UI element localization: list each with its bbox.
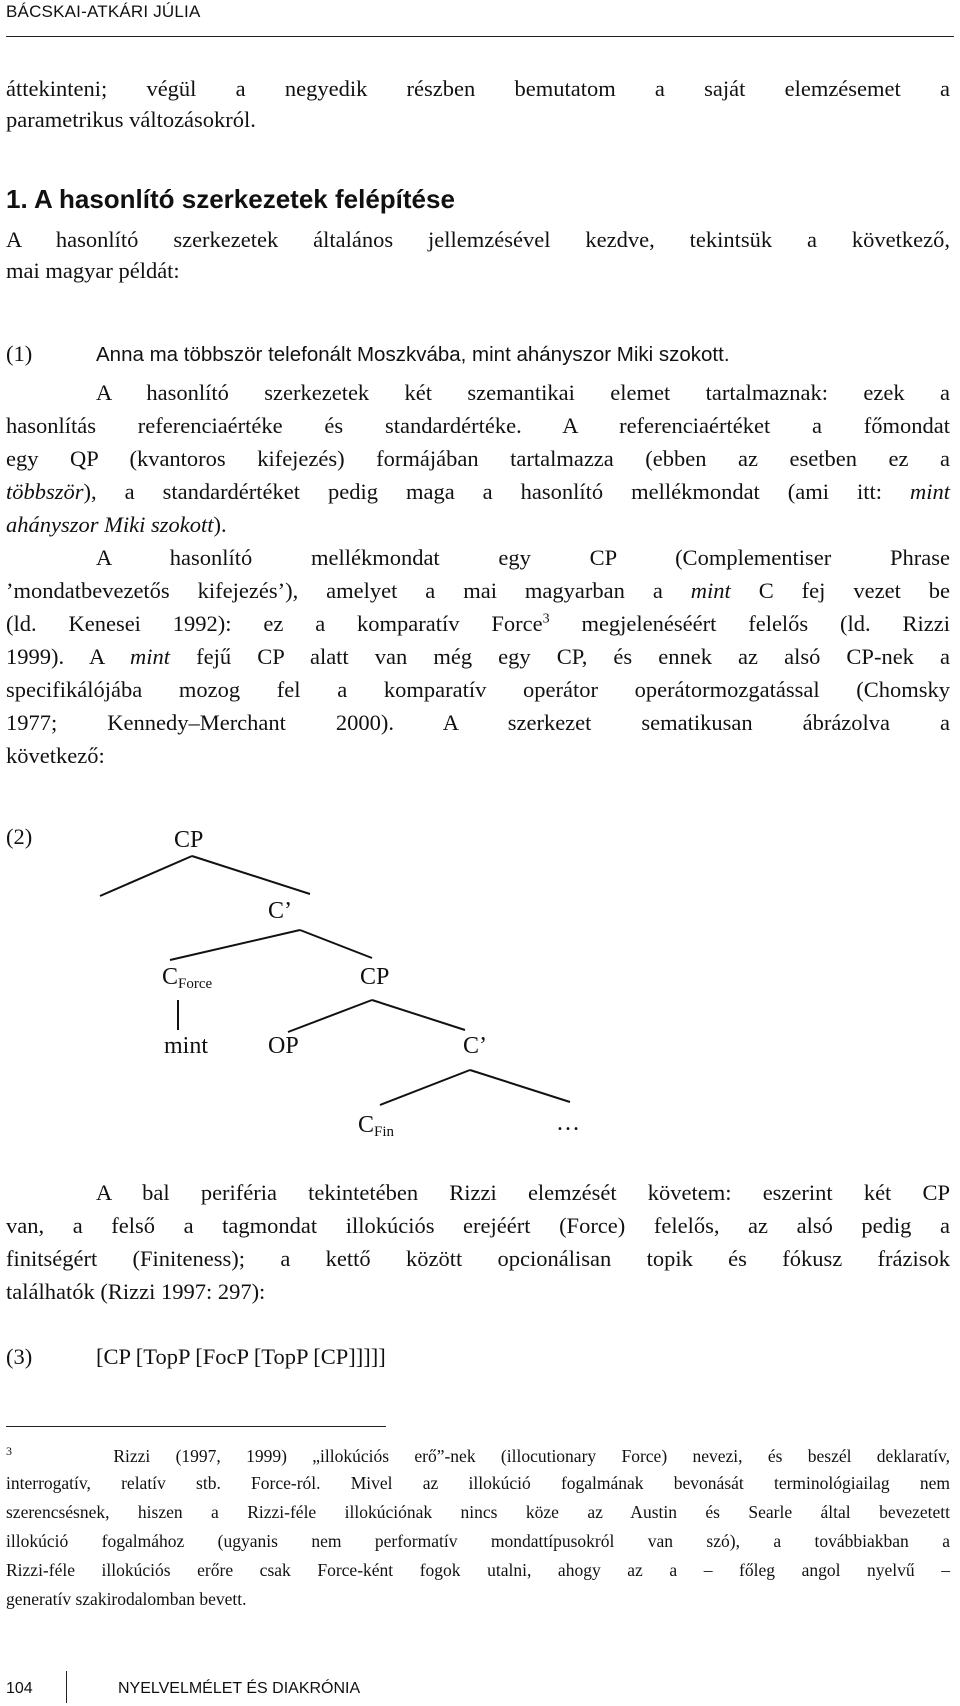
example-1-number: (1) bbox=[6, 341, 33, 366]
tree-node-c-bar-top: C’ bbox=[268, 898, 292, 924]
para3-line-2-a: ’mondatbevezetős kifejezés’), amelyet a mai magyarban a bbox=[6, 578, 691, 603]
para2-line-3: egy QP (kvantoros kifejezés) formájában tartalmazza (ebben az esetben ez a bbox=[6, 446, 950, 471]
footer-divider bbox=[66, 1671, 67, 1703]
para4-line-1: A bal periféria tekintetében Rizzi elemzését követem: eszerint két CP bbox=[96, 1180, 950, 1205]
para4-line-4: találhatók (Rizzi 1997: 297): bbox=[6, 1279, 266, 1304]
para3-line-4-a: 1999). A bbox=[6, 644, 131, 669]
footnote-line-3: szerencsésnek, hiszen a Rizzi-féle illokúciónak nincs köze az Austin és Searle által bevezetett bbox=[6, 1502, 950, 1522]
tree-node-c-fin bbox=[358, 1112, 394, 1141]
para2-line-2: hasonlítás referenciaértéke és standardértéke. A referenciaértéket a főmondat bbox=[6, 413, 950, 438]
example-1-text: Anna ma többször telefonált Moszkvába, mint ahányszor Miki szokott. bbox=[96, 343, 730, 366]
section-heading: 1. A hasonlító szerkezetek felépítése bbox=[6, 184, 455, 214]
para4-line-3: finitségért (Finiteness); a kettő között opcionálisan topik és fókusz frázisok bbox=[6, 1246, 950, 1271]
footnote-ref-3[interactable]: 3 bbox=[542, 611, 550, 627]
tree-node-mint: mint bbox=[164, 1033, 209, 1059]
example-3-text: [CP [TopP [FocP [TopP [CP]]]]] bbox=[96, 1344, 386, 1369]
example-3-number: (3) bbox=[6, 1344, 33, 1369]
tree-node-ellipsis: … bbox=[556, 1110, 580, 1136]
section-para-line-1: A hasonlító szerkezetek általános jellemzésével kezdve, tekintsük a következő, bbox=[6, 227, 950, 252]
para2-line-1: A hasonlító szerkezetek két szemantikai elemet tartalmaznak: ezek a bbox=[96, 380, 950, 405]
footnote-line-4: illokúció fogalmához (ugyanis nem performatív mondattípusokról van szó), a továbbiakban a bbox=[6, 1531, 950, 1551]
footnote-marker: 3 bbox=[6, 1444, 12, 1458]
c-fin-label: C bbox=[358, 1112, 375, 1138]
para2-line-5-text: ). bbox=[213, 512, 227, 537]
tree-node-cp-top: CP bbox=[174, 827, 204, 853]
para3-line-2-b: C fej vezet be bbox=[730, 578, 951, 603]
footnote-rule bbox=[6, 1426, 386, 1427]
para3-line-3-a: (ld. Kenesei 1992): ez a komparatív Force bbox=[6, 611, 543, 636]
running-head: BÁCSKAI-ATKÁRI JÚLIA bbox=[6, 2, 201, 21]
tree-node-cp-mid: CP bbox=[360, 964, 390, 990]
para2-italic-tobbszor: többször bbox=[6, 479, 84, 504]
para3-italic-mint-2: mint bbox=[130, 644, 171, 669]
footnote-line-5: Rizzi-féle illokúciós erőre csak Force-ként fogok utalni, ahogy az a – főleg angol nyelvű – bbox=[6, 1560, 950, 1580]
para2-italic-mint: mint bbox=[909, 479, 950, 504]
footnote-line-1 bbox=[6, 1444, 950, 1467]
para3-line-6: 1977; Kennedy–Merchant 2000). A szerkezet sematikusan ábrázolva a bbox=[6, 710, 950, 735]
footnote-line-2: interrogatív, relatív stb. Force-ról. Mivel az illokúció fogalmának bevonását terminológiailag nem bbox=[6, 1473, 950, 1493]
journal-title: NYELVELMÉLET ÉS DIAKRÓNIA bbox=[118, 1680, 361, 1697]
c-force-label: C bbox=[162, 964, 179, 990]
para2-line-4-text: ), a standardértéket pedig maga a hasonlító mellékmondat (ami itt: bbox=[83, 479, 910, 504]
c-fin-subscript: Fin bbox=[374, 1124, 395, 1140]
para3-line-1: A hasonlító mellékmondat egy CP (Complementiser Phrase bbox=[96, 545, 950, 570]
para3-line-3-b: megjelenéséért felelős (ld. Rizzi bbox=[549, 611, 950, 636]
para3-line-5: specifikálójába mozog fel a komparatív operátor operátormozgatással (Chomsky bbox=[6, 677, 950, 702]
footnote-line-1-text: Rizzi (1997, 1999) „illokúciós erő”-nek (illocutionary Force) nevezi, és beszél deklaratív, bbox=[113, 1445, 951, 1466]
para3-line-7: következő: bbox=[6, 743, 105, 768]
example-2-number: (2) bbox=[6, 824, 33, 849]
para2-italic-example: ahányszor Miki szokott bbox=[6, 512, 214, 537]
tree-node-c-force bbox=[162, 964, 212, 993]
tree-node-op: OP bbox=[268, 1033, 299, 1059]
intro-line-1: áttekinteni; végül a negyedik részben bemutatom a saját elemzésemet a bbox=[6, 76, 950, 101]
tree-node-c-bar-low: C’ bbox=[463, 1033, 487, 1059]
para4-line-2: van, a felső a tagmondat illokúciós erejéért (Force) felelős, az alsó pedig a bbox=[6, 1213, 950, 1238]
footnote-line-6: generatív szakirodalomban bevett. bbox=[6, 1589, 247, 1609]
c-force-subscript: Force bbox=[178, 976, 213, 992]
para3-line-4-b: fejű CP alatt van még egy CP, és ennek az alsó CP-nek a bbox=[170, 644, 950, 669]
page-number: 104 bbox=[6, 1680, 33, 1697]
para3-italic-mint: mint bbox=[690, 578, 731, 603]
section-para-line-2: mai magyar példát: bbox=[6, 258, 180, 283]
intro-line-2: parametrikus változásokról. bbox=[6, 107, 256, 132]
